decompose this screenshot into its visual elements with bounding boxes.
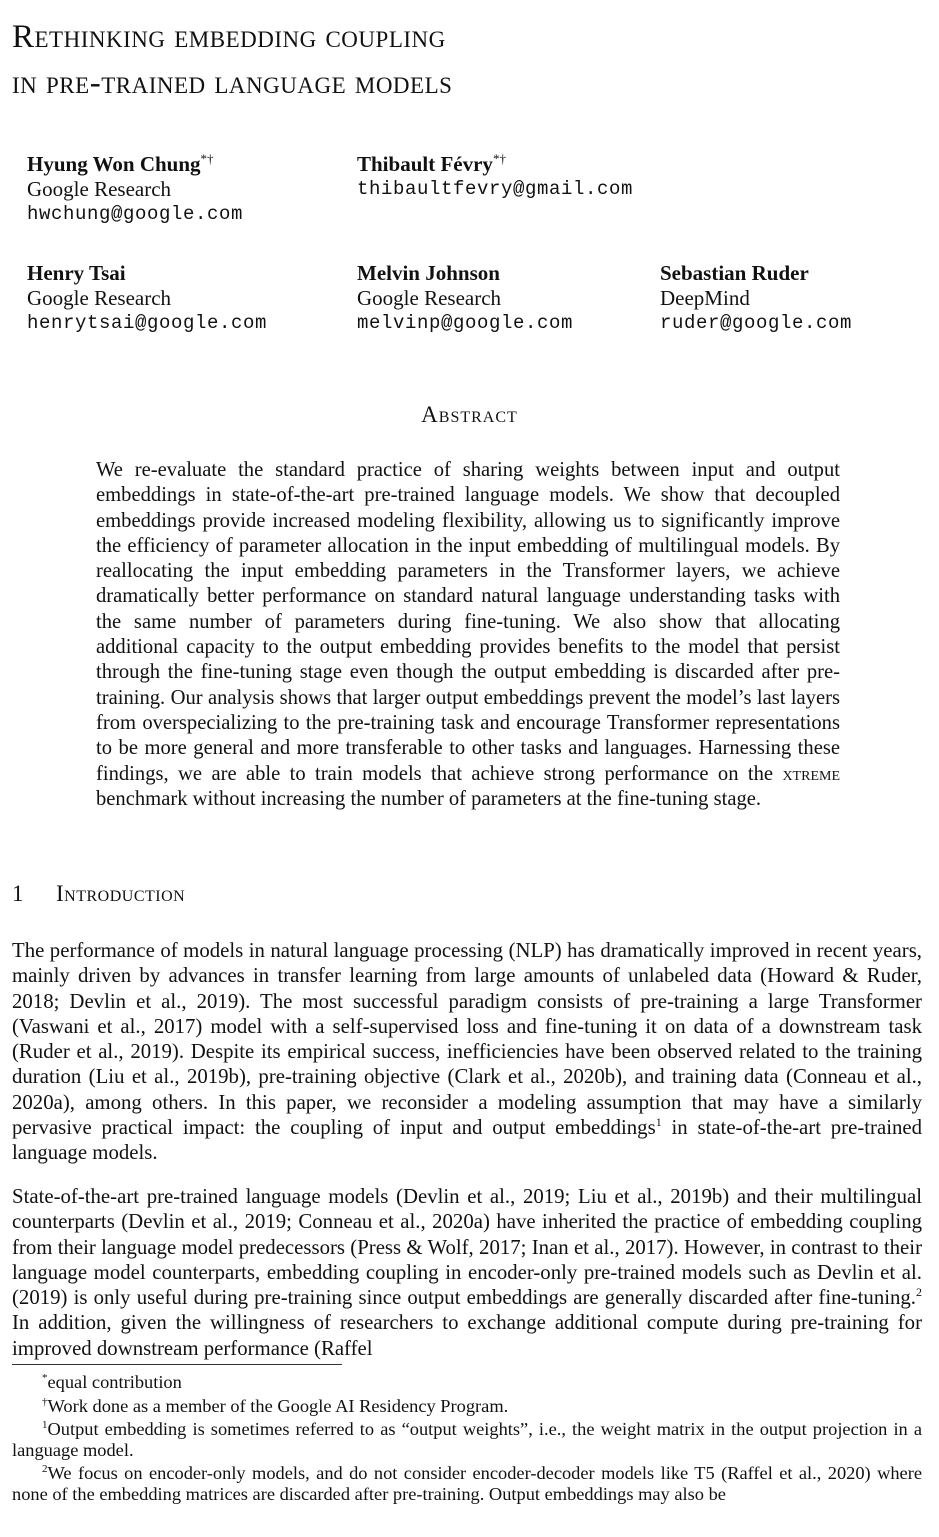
intro-paragraph-2: State-of-the-art pre-trained language models (Devlin et al., 2019; Liu et al., 2019b) and their multilingual counterparts (Devlin et al., 2019; Conneau et al., 2020a) have inherited the practice of embedding coupling from their language model predecessors (Press & Wolf, 2017; Inan et al., 2017). However, in contrast to their language model counterparts, embedding coupling in encoder-only pre-trained models such as Devlin et al. (2019) is only useful during pre-training since output embeddings are generally discarded after fine-tuning.$^2$ In addition, given the willingness of researchers to exchange additional compute during pre-training for improved downstream performance (Raffel: [12, 1185, 922, 1360]
author-name: Henry Tsai: [27, 261, 126, 285]
title-line-2: in pre-trained language models: [12, 65, 453, 101]
footnote: *equal contribution: [42, 1371, 182, 1392]
author-email: thibaultfevry@gmail.com: [357, 178, 634, 200]
author-affiliation: Google Research: [27, 177, 172, 201]
author-block: [27, 261, 267, 336]
abstract-text: We re-evaluate the standard practice of sharing weights between input and output embeddings in state-of-the-art pre-trained language models. We show that decoupled embeddings provide increased modeling flexibility, allowing us to significantly improve the efficiency of parameter allocation in the input embedding of multilingual models. By reallocating the input embedding parameters in the Transformer layers, we achieve dramatically better performance on standard natural language understanding tasks with the same number of parameters during fine-tuning. We also show that allocating additional capacity to the output embedding provides benefits to the model that persist through the fine-tuning stage even though the output embedding is discarded after pre-training. Our analysis shows that larger output embeddings prevent the model’s last layers from overspecializing to the pre-training task and encourage Transformer representations to be more general and more transferable to other tasks and languages. Harnessing these findings, we are able to train models that achieve strong performance on the xtreme benchmark without increasing the number of parameters at the fine-tuning stage.: [96, 459, 840, 810]
author-name: Sebastian Ruder: [660, 261, 809, 285]
footnote-rule: [12, 1364, 342, 1365]
author-name: Melvin Johnson: [357, 261, 500, 285]
footnote: $^1$Output embedding is sometimes referred to as “output weights”, i.e., the weight matrix in the output projection in a language model.: [12, 1418, 922, 1460]
author-name: Hyung Won Chung*†: [27, 151, 214, 176]
section-number: 1: [12, 881, 24, 906]
author-block: [27, 146, 243, 227]
intro-paragraph-1: The performance of models in natural language processing (NLP) has dramatically improved in recent years, mainly driven by advances in transfer learning from large amounts of unlabeled data (Howard & Ruder, 2018; Devlin et al., 2019). The most successful paradigm consists of pre-training a large Transformer (Vaswani et al., 2017) model with a self-supervised loss and fine-tuning it on data of a downstream task (Ruder et al., 2019). Despite its empirical success, inefficiencies have been observed related to the training duration (Liu et al., 2019b), pre-training objective (Clark et al., 2020b), and training data (Conneau et al., 2020a), among others. In this paper, we reconsider a modeling assumption that may have a similarly pervasive practical impact: the coupling of input and output embeddings$^1$ in state-of-the-art pre-trained language models.: [12, 939, 923, 1165]
footnote: $^2$We focus on encoder-only models, and do not consider encoder-decoder models like T5 (Raffel et al., 2020) where none of the embedding matrices are discarded after pre-training. Output embeddings may also be: [12, 1462, 922, 1504]
abstract-heading: Abstract: [421, 402, 518, 427]
author-affiliation: Google Research: [357, 286, 502, 310]
author-block: [660, 261, 852, 336]
author-email: ruder@google.com: [660, 312, 853, 334]
benchmark-name: xtreme: [782, 762, 840, 785]
author-name: Thibault Févry*†: [357, 151, 506, 176]
author-email: henrytsai@google.com: [27, 312, 268, 334]
author-email: melvinp@google.com: [357, 312, 574, 334]
footnote-ref: 2: [916, 1285, 922, 1300]
paper-title: [12, 14, 452, 106]
author-block: [357, 261, 573, 336]
title-line-1: Rethinking embedding coupling: [12, 19, 446, 55]
section-title: Introduction: [56, 881, 186, 906]
author-block: [357, 146, 633, 202]
author-email: hwchung@google.com: [27, 203, 244, 225]
footnote: †Work done as a member of the Google AI Residency Program.: [42, 1395, 509, 1416]
section-heading: [12, 881, 185, 907]
footnote-ref: 1: [655, 1115, 662, 1130]
author-affiliation: Google Research: [27, 286, 172, 310]
author-affiliation: DeepMind: [660, 286, 750, 310]
